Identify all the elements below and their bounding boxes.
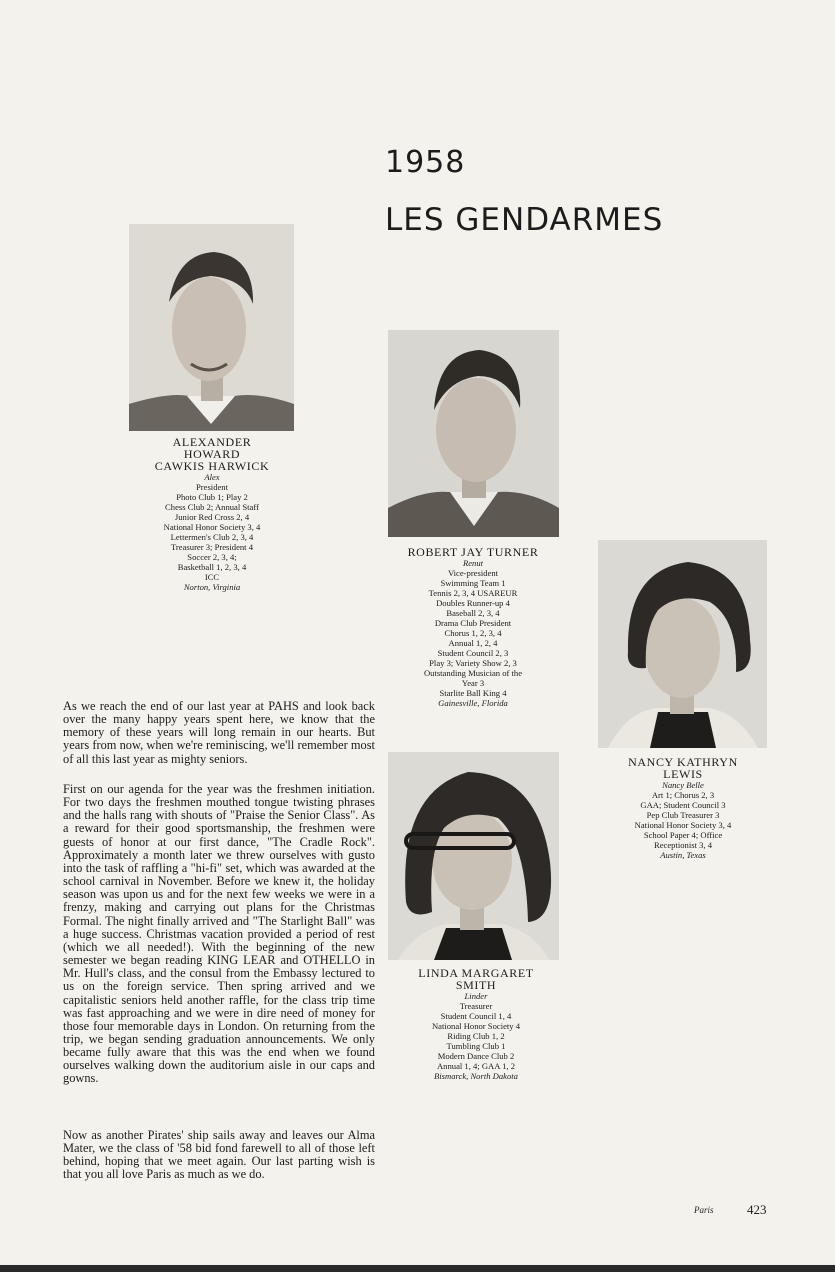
senior-activity: Tumbling Club 1 [446,1041,506,1051]
senior-hometown: Austin, Texas [660,850,706,860]
senior-caption-robert [373,546,573,708]
page-number: 423 [747,1202,767,1217]
senior-photo-alexander [129,224,294,431]
senior-activity: Doubles Runner-up 4 [436,598,510,608]
senior-photo-linda [388,752,559,960]
class-title: LES GENDARMES [385,202,664,238]
essay-paragraph-2: First on our agenda for the year was the freshmen initiation. For two days the freshmen mouthed tongue twisting phrases and the halls rang with shouts of "Praise the Senior Class". As a reward for their good sportsmanship, the freshmen were guests of honor at our first dance, "The Cradle Rock". Approximately a month later we threw ourselves with gusto into the task of raffling a "hi-fi" set, which was awarded at the school carnival in November. Before we knew it, the holiday season was upon us and for the next few weeks we were in a frenzy, making and carrying out plans for the Christmas Formal. The night finally arrived and "The Starlight Ball" was a huge success. Christmas vacation provided a period of rest (which we all needed!). With the beginning of the new semester we began reading KING LEAR and OTHELLO in Mr. Hull's class, and the consul from the Embassy lectured to us on the foreign service. Then spring arrived and we capitalistic seniors held another raffle, for the class trip time was fast approaching and we were in dire need of money for those four memorable days in London. On returning from the trip, we began sending graduation announcements. We only became fully aware that this was the end when we found ourselves walking down the auditorium aisle in our caps and gowns. [63,782,375,1086]
senior-activity: Art 1; Chorus 2, 3 [651,790,715,800]
essay-paragraph-1: As we reach the end of our last year at PAHS and look back over the many happy years spent here, we know that the memory of these years will long remain in our hearts. But years from now, when we're reminiscing, we'll remember most of all this last year as mighty seniors. [63,699,375,766]
senior-activity: Annual 1, 2, 4 [448,638,498,648]
senior-activity: Soccer 2, 3, 4; [187,552,237,562]
senior-activity: Treasurer 3; President 4 [170,542,254,552]
senior-activity: Receptionist 3, 4 [654,840,712,850]
senior-activity: Student Council 2, 3 [437,648,509,658]
page-edge [0,1265,835,1272]
senior-activity: Basketball 1, 2, 3, 4 [177,562,247,572]
senior-name-line: LINDA MARGARET [418,966,534,980]
senior-activity: ICC [204,572,220,582]
senior-activity: Modern Dance Club 2 [437,1051,515,1061]
senior-photo-nancy [598,540,767,748]
page-year: 1958 [385,145,466,180]
senior-activity: Annual 1, 4; GAA 1, 2 [436,1061,516,1071]
senior-name-line: LEWIS [663,767,703,781]
senior-caption-alexander [112,436,312,592]
senior-activity: Chorus 1, 2, 3, 4 [444,628,502,638]
senior-activity: Baseball 2, 3, 4 [446,608,500,618]
senior-name-line: SMITH [455,978,497,992]
senior-hometown: Gainesville, Florida [438,698,508,708]
senior-activity: National Honor Society 4 [431,1021,521,1031]
senior-nickname: Renut [462,558,484,568]
senior-hometown: Bismarck, North Dakota [434,1071,518,1081]
senior-nickname: Linder [464,991,488,1001]
senior-activity: Starlite Ball King 4 [439,688,507,698]
senior-activity: Play 3; Variety Show 2, 3 [429,658,517,668]
senior-activity: Treasurer [459,1001,493,1011]
senior-name-line: NANCY KATHRYN [628,755,738,769]
senior-name-line: ALEXANDER [172,435,252,449]
senior-activity: Student Council 1, 4 [440,1011,512,1021]
senior-activity: Vice-president [447,568,499,578]
senior-activity: Drama Club President [434,618,512,628]
essay-paragraph-3: Now as another Pirates' ship sails away and leaves our Alma Mater, we the class of '58 bid fond farewell to all of those left behind, hoping that we meet again. Our last parting wish is that you all love Paris as much as we do. [63,1128,375,1182]
senior-activity: GAA; Student Council 3 [640,800,726,810]
senior-activity: Lettermen's Club 2, 3, 4 [170,532,254,542]
senior-caption-nancy [583,756,783,860]
senior-activity: Riding Club 1, 2 [447,1031,505,1041]
senior-activity: Swimming Team 1 [440,578,506,588]
senior-activity: President [196,482,228,492]
senior-nickname: Alex [204,472,220,482]
senior-activity: National Honor Society 3, 4 [163,522,261,532]
senior-activity: School Paper 4; Office [643,830,723,840]
senior-activity: Chess Club 2; Annual Staff [165,502,259,512]
senior-name-line: HOWARD [183,447,241,461]
senior-photo-robert [388,330,559,537]
senior-activity: Pep Club Treasurer 3 [646,810,720,820]
senior-name-line: ROBERT JAY TURNER [407,545,539,559]
senior-hometown: Norton, Virginia [183,582,241,592]
senior-activity: Junior Red Cross 2, 4 [174,512,250,522]
senior-activity: Tennis 2, 3, 4 USAREUR [428,588,518,598]
senior-nickname: Nancy Belle [662,780,704,790]
senior-caption-linda [376,967,576,1081]
footer-place: Paris [694,1205,714,1215]
senior-activity: Photo Club 1; Play 2 [176,492,248,502]
senior-name-line: CAWKIS HARWICK [154,459,270,473]
senior-activity: Year 3 [461,678,485,688]
senior-activity: National Honor Society 3, 4 [634,820,732,830]
senior-activity: Outstanding Musician of the [423,668,523,678]
